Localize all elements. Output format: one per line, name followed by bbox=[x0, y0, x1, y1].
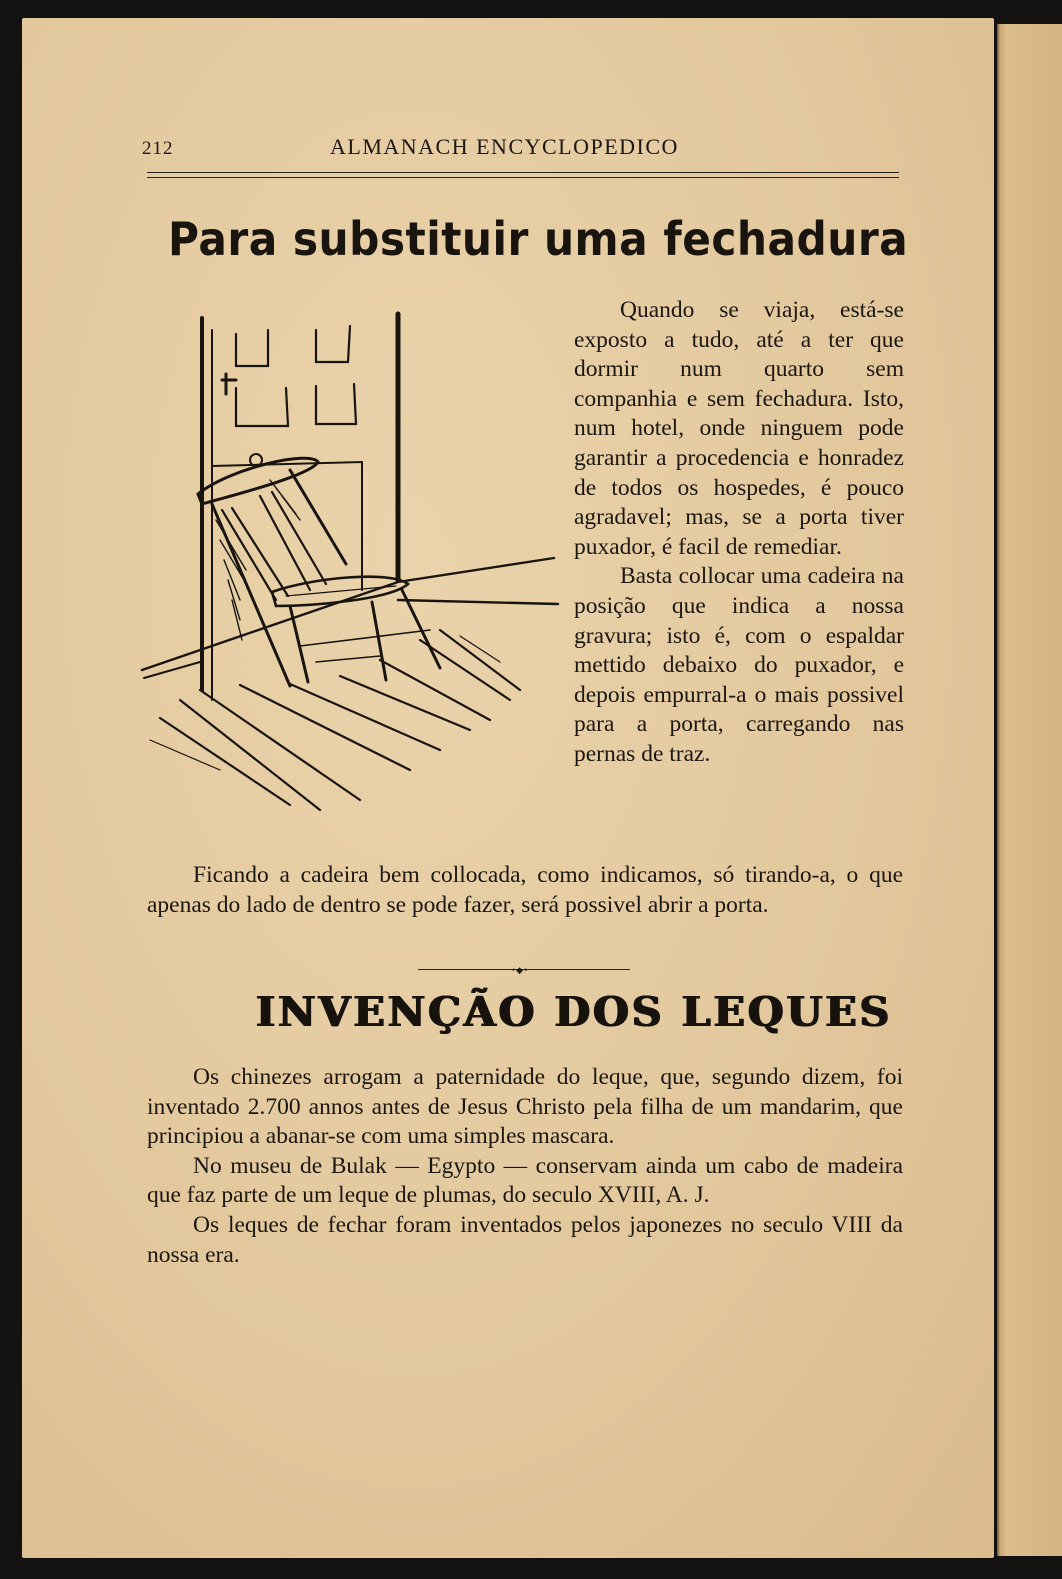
chair-against-door-illustration-icon bbox=[140, 300, 560, 820]
page-number: 212 bbox=[142, 138, 174, 159]
paragraph: Os leques de fechar foram inventados pelos japonezes no seculo VIII da nossa era. bbox=[147, 1211, 903, 1268]
next-page-edge bbox=[997, 24, 1062, 1556]
paragraph: Os chinezes arrogam a paternidade do leque, que, segundo dizem, foi inventado 2.700 annos antes de Jesus Christo pela filha de um mandarim, que principiou a abanar-se com uma simples mascara. bbox=[147, 1064, 903, 1150]
article2-text bbox=[147, 1063, 903, 1270]
header-rule bbox=[147, 172, 899, 178]
article1-closing-text bbox=[147, 861, 903, 920]
running-title: ALMANACH ENCYCLOPEDICO bbox=[330, 134, 679, 159]
paragraph: No museu de Bulak — Egypto — conservam ainda um cabo de madeira que faz parte de um leque de plumas, do seculo XVIII, A. J. bbox=[147, 1152, 903, 1209]
divider-ornament-icon: •◆• bbox=[512, 965, 529, 975]
paragraph: Quando se viaja, está-se exposto a tudo, até a ter que dormir num quarto sem companhia e sem fechadura. Isto, num hotel, onde ninguem pode garantir a procedencia e honradez de todos os hospedes, é pouco agradavel; mas, se a porta tiver puxador, é facil de remediar. bbox=[574, 297, 904, 560]
article-title-leques: INVENÇÃO DOS LEQUES bbox=[256, 988, 893, 1036]
article-title-fechadura: Para substituir uma fechadura bbox=[168, 212, 909, 266]
paragraph: Basta collocar uma cadeira na posição que indica a nossa gravura; isto é, com o espaldar mettido debaixo do puxador, e depois empurral-a o mais possivel para a porta, carregando nas pernas de traz. bbox=[574, 563, 904, 767]
paragraph: Ficando a cadeira bem collocada, como indicamos, só tirando-a, o que apenas do lado de dentro se pode fazer, será possivel abrir a porta. bbox=[147, 862, 903, 918]
article1-column-text bbox=[574, 296, 904, 770]
